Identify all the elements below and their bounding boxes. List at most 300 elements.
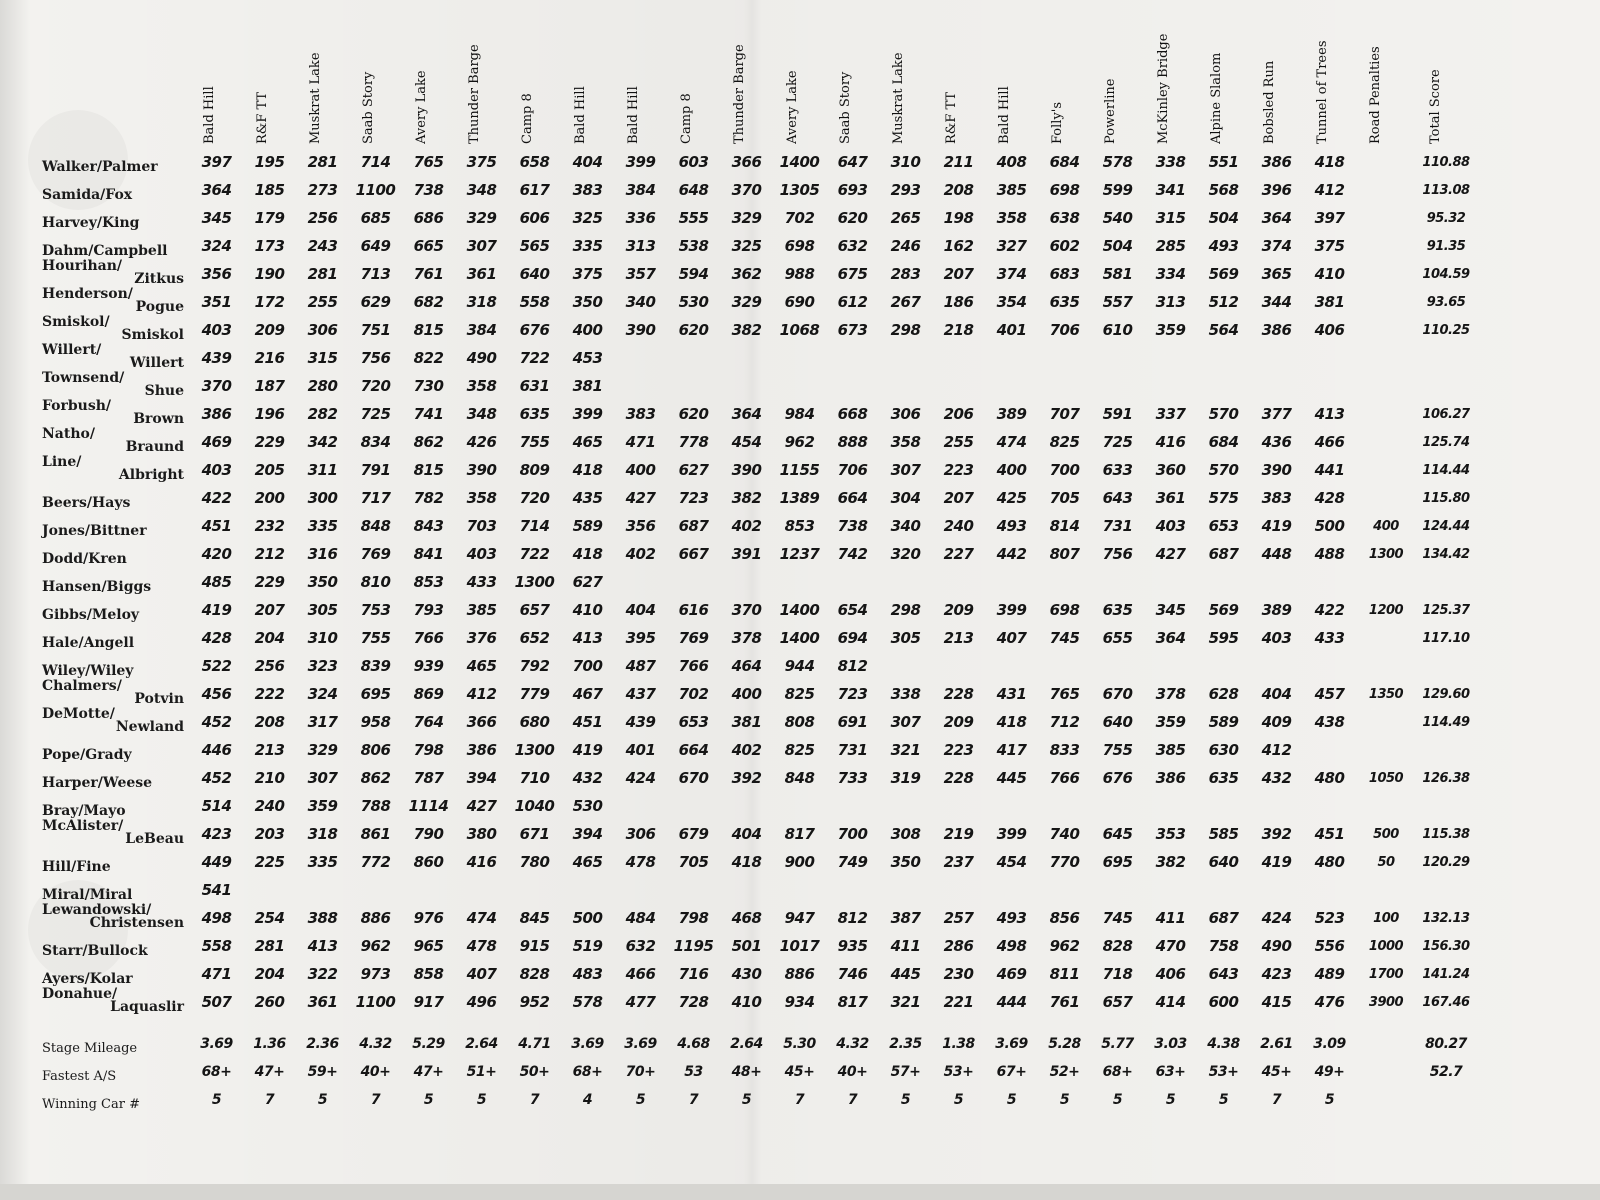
score-cell: 714 [519, 517, 550, 535]
score-cell: 620 [678, 321, 709, 339]
score-cell: 731 [837, 741, 868, 759]
score-cell: 556 [1314, 937, 1345, 955]
score-cell: 710 [519, 769, 550, 787]
score-cell: 2.64 [465, 1036, 498, 1052]
score-cell: 958 [360, 713, 391, 731]
stage-header [1038, 0, 1091, 148]
stage-header-label: Camp 8 [679, 93, 694, 144]
score-cell [1356, 204, 1416, 232]
score-cell: 766 [1049, 769, 1080, 787]
score-cell: 364 [731, 405, 762, 423]
score-cell: 595 [1208, 629, 1239, 647]
score-cell [1356, 1030, 1416, 1058]
score-cell: 4.71 [518, 1036, 551, 1052]
score-cell [1356, 176, 1416, 204]
score-cell: 471 [201, 965, 232, 983]
score-cell: 853 [784, 517, 815, 535]
score-cell [1091, 792, 1144, 820]
score-cell: 825 [784, 685, 815, 703]
score-cell: 437 [625, 685, 656, 703]
score-cell: 722 [519, 545, 550, 563]
score-cell [1144, 876, 1197, 904]
score-cell: 725 [360, 405, 391, 423]
score-cell [1038, 876, 1091, 904]
score-cell: 418 [572, 545, 603, 563]
score-cell: 551 [1208, 153, 1239, 171]
score-cell: 465 [466, 657, 497, 675]
score-cell [1250, 876, 1303, 904]
team-name [42, 540, 190, 568]
team-name-part: Beers/Hays [42, 495, 131, 511]
score-cell: 399 [996, 825, 1027, 843]
score-cell [1144, 792, 1197, 820]
score-cell: 423 [201, 825, 232, 843]
score-cell: 5 [1112, 1092, 1123, 1108]
score-cell: 321 [890, 993, 921, 1011]
score-cell: 132.13 [1422, 910, 1470, 926]
score-cell: 798 [413, 741, 444, 759]
score-cell: 377 [1261, 405, 1292, 423]
score-cell: 5 [741, 1092, 752, 1108]
score-cell [1303, 344, 1356, 372]
score-cell: 381 [731, 713, 762, 731]
score-cell: 216 [254, 349, 285, 367]
score-cell: 594 [678, 265, 709, 283]
score-cell: 208 [254, 713, 285, 731]
score-cell: 409 [1261, 713, 1292, 731]
score-cell: 488 [1314, 545, 1345, 563]
stage-header-label: McKinley Bridge [1156, 33, 1171, 144]
score-cell: 578 [1102, 153, 1133, 171]
score-cell: 335 [572, 237, 603, 255]
score-cell: 780 [519, 853, 550, 871]
table-row [42, 764, 1476, 792]
score-cell: 374 [1261, 237, 1292, 255]
team-name-part: Dahm/Campbell [42, 243, 168, 259]
score-cell: 791 [360, 461, 391, 479]
team-name-part: Christensen [89, 915, 184, 931]
score-cell: 198 [943, 209, 974, 227]
score-cell [1303, 568, 1356, 596]
score-cell: 383 [572, 181, 603, 199]
score-cell: 282 [307, 405, 338, 423]
score-cell: 478 [625, 853, 656, 871]
score-cell: 385 [996, 181, 1027, 199]
score-cell: 365 [1261, 265, 1292, 283]
score-cell: 600 [1208, 993, 1239, 1011]
score-cell [1250, 652, 1303, 680]
team-name-part: Starr/Bullock [42, 943, 148, 959]
score-cell: 426 [466, 433, 497, 451]
score-cell: 698 [784, 237, 815, 255]
score-cell: 358 [466, 489, 497, 507]
score-cell: 415 [1261, 993, 1292, 1011]
score-cell: 5.77 [1101, 1036, 1134, 1052]
table-row [42, 904, 1476, 932]
score-cell: 432 [572, 769, 603, 787]
score-cell: 334 [1155, 265, 1186, 283]
score-cell: 384 [466, 321, 497, 339]
score-cell: 156.30 [1422, 938, 1470, 954]
score-cell: 341 [1155, 181, 1186, 199]
stage-header [826, 0, 879, 148]
score-cell: 382 [731, 489, 762, 507]
score-cell [1091, 568, 1144, 596]
score-cell: 4.38 [1207, 1036, 1240, 1052]
score-cell [826, 568, 879, 596]
score-cell [879, 344, 932, 372]
score-cell: 5 [953, 1092, 964, 1108]
score-cell: 858 [413, 965, 444, 983]
score-cell: 126.38 [1422, 770, 1470, 786]
team-name-part: Forbush/ [42, 398, 112, 414]
score-cell: 230 [943, 965, 974, 983]
score-cell [667, 372, 720, 400]
team-name-part: McAlister/ [42, 818, 124, 834]
score-cell: 206 [943, 405, 974, 423]
score-cell: 627 [678, 461, 709, 479]
score-cell: 649 [360, 237, 391, 255]
score-cell: 1000 [1368, 938, 1404, 954]
score-cell [826, 876, 879, 904]
score-cell: 418 [1314, 153, 1345, 171]
score-cell: 425 [996, 489, 1027, 507]
score-cell [1416, 652, 1476, 680]
score-cell [1038, 568, 1091, 596]
score-cell: 620 [837, 209, 868, 227]
table-row [42, 428, 1476, 456]
table-row [42, 596, 1476, 624]
score-cell: 476 [1314, 993, 1345, 1011]
score-cell: 428 [1314, 489, 1345, 507]
score-cell: 782 [413, 489, 444, 507]
score-cell: 361 [307, 993, 338, 1011]
score-cell: 281 [307, 265, 338, 283]
score-cell: 327 [996, 237, 1027, 255]
score-cell: 358 [996, 209, 1027, 227]
stage-header [1144, 0, 1197, 148]
score-cell: 320 [890, 545, 921, 563]
score-cell [614, 568, 667, 596]
score-cell: 351 [201, 293, 232, 311]
score-cell: 934 [784, 993, 815, 1011]
stage-header [720, 0, 773, 148]
score-cell: 680 [519, 713, 550, 731]
score-cell: 354 [996, 293, 1027, 311]
score-cell: 568 [1208, 181, 1239, 199]
score-cell: 68+ [572, 1064, 603, 1080]
score-cell [773, 344, 826, 372]
score-cell: 962 [784, 433, 815, 451]
score-cell: 344 [1261, 293, 1292, 311]
score-cell: 500 [1373, 826, 1399, 842]
team-name-part: Dodd/Kren [42, 551, 127, 567]
table-row [42, 260, 1476, 288]
score-cell: 483 [572, 965, 603, 983]
score-cell: 419 [201, 601, 232, 619]
score-cell: 403 [1261, 629, 1292, 647]
score-cell: 766 [678, 657, 709, 675]
score-cell [985, 652, 1038, 680]
score-cell: 400 [996, 461, 1027, 479]
score-cell: 5 [1059, 1092, 1070, 1108]
score-cell: 841 [413, 545, 444, 563]
score-cell: 469 [996, 965, 1027, 983]
score-cell: 643 [1102, 489, 1133, 507]
score-cell: 468 [731, 909, 762, 927]
score-cell: 817 [784, 825, 815, 843]
score-cell: 484 [625, 909, 656, 927]
score-cell [1091, 876, 1144, 904]
score-cell: 311 [307, 461, 338, 479]
score-cell [1144, 344, 1197, 372]
score-cell: 478 [466, 937, 497, 955]
score-cell: 725 [1102, 433, 1133, 451]
score-cell: 240 [254, 797, 285, 815]
score-cell: 772 [360, 853, 391, 871]
score-cell [1250, 568, 1303, 596]
score-cell [720, 876, 773, 904]
score-cell: 370 [731, 181, 762, 199]
score-cell: 682 [413, 293, 444, 311]
score-cell: 720 [519, 489, 550, 507]
score-cell: 433 [466, 573, 497, 591]
score-cell: 366 [731, 153, 762, 171]
score-cell: 300 [307, 489, 338, 507]
score-cell [1416, 792, 1476, 820]
score-cell: 730 [413, 377, 444, 395]
score-cell: 203 [254, 825, 285, 843]
table-row [42, 708, 1476, 736]
score-cell: 790 [413, 825, 444, 843]
score-cell [1144, 652, 1197, 680]
score-cell: 408 [996, 153, 1027, 171]
score-cell: 470 [1155, 937, 1186, 955]
footer-row [42, 1030, 1476, 1058]
table-row [42, 652, 1476, 680]
score-cell: 4.32 [836, 1036, 869, 1052]
score-cell: 530 [572, 797, 603, 815]
score-cell: 671 [519, 825, 550, 843]
score-cell: 833 [1049, 741, 1080, 759]
team-name-part: Line/ [42, 454, 82, 470]
score-cell: 670 [1102, 685, 1133, 703]
score-cell: 817 [837, 993, 868, 1011]
score-cell: 638 [1049, 209, 1080, 227]
score-cell: 668 [837, 405, 868, 423]
score-cell: 370 [201, 377, 232, 395]
score-cell: 765 [413, 153, 444, 171]
score-cell: 218 [943, 321, 974, 339]
score-cell: 658 [519, 153, 550, 171]
score-cell: 480 [1314, 769, 1345, 787]
score-cell [1197, 652, 1250, 680]
score-cell: 557 [1102, 293, 1133, 311]
score-cell [561, 876, 614, 904]
team-name-part: Donahue/ [42, 986, 118, 1002]
score-cell: 424 [1261, 909, 1292, 927]
score-cell: 452 [201, 713, 232, 731]
score-cell: 430 [731, 965, 762, 983]
score-cell: 640 [1102, 713, 1133, 731]
score-cell: 350 [890, 853, 921, 871]
team-name-part: Walker/Palmer [42, 159, 158, 175]
score-cell: 755 [519, 433, 550, 451]
score-cell: 195 [254, 153, 285, 171]
score-cell [720, 344, 773, 372]
score-cell: 886 [360, 909, 391, 927]
score-cell: 359 [1155, 321, 1186, 339]
score-cell: 7 [688, 1092, 699, 1108]
score-cell: 655 [1102, 629, 1133, 647]
stage-header [879, 0, 932, 148]
score-cell: 53 [684, 1064, 703, 1080]
score-cell: 448 [1261, 545, 1292, 563]
score-cell: 1237 [779, 545, 820, 563]
score-cell: 7 [264, 1092, 275, 1108]
team-name-part: Lewandowski/ [42, 902, 152, 918]
stage-header-label: Avery Lake [785, 70, 800, 144]
score-cell: 834 [360, 433, 391, 451]
team-name [42, 400, 190, 428]
score-cell [1356, 400, 1416, 428]
score-cell: 208 [943, 181, 974, 199]
score-cell: 115.80 [1422, 490, 1470, 506]
score-cell: 653 [678, 713, 709, 731]
team-name-part: Brown [133, 411, 184, 427]
score-cell: 1100 [355, 993, 396, 1011]
score-cell: 630 [1208, 741, 1239, 759]
score-cell: 423 [1261, 965, 1292, 983]
score-cell: 375 [572, 265, 603, 283]
score-cell: 687 [678, 517, 709, 535]
score-cell: 322 [307, 965, 338, 983]
score-cell: 825 [784, 741, 815, 759]
stage-header-row [42, 0, 1476, 148]
score-cell: 221 [943, 993, 974, 1011]
score-cell: 225 [254, 853, 285, 871]
score-cell: 419 [1261, 853, 1292, 871]
score-cell [879, 568, 932, 596]
score-cell: 335 [307, 853, 338, 871]
score-cell [614, 792, 667, 820]
score-cell: 68+ [1102, 1064, 1133, 1080]
score-cell: 350 [572, 293, 603, 311]
stage-header-label: R&F TT [255, 91, 270, 144]
score-cell: 378 [1155, 685, 1186, 703]
score-cell: 856 [1049, 909, 1080, 927]
score-cell: 1305 [779, 181, 820, 199]
score-cell: 211 [943, 153, 974, 171]
score-cell: 315 [1155, 209, 1186, 227]
stage-header-label: Muskrat Lake [891, 52, 906, 144]
score-cell [932, 344, 985, 372]
score-cell: 381 [1314, 293, 1345, 311]
score-cell [1356, 232, 1416, 260]
score-cell: 93.65 [1426, 294, 1466, 310]
team-name-part: Harvey/King [42, 215, 140, 231]
score-cell: 490 [466, 349, 497, 367]
score-cell: 457 [1314, 685, 1345, 703]
stage-header-label: Alpine Slalom [1209, 52, 1224, 144]
stage-header-label: Bald Hill [202, 86, 217, 144]
score-cell: 917 [413, 993, 444, 1011]
table-row [42, 624, 1476, 652]
score-cell: 125.37 [1422, 602, 1470, 618]
score-cell: 570 [1208, 405, 1239, 423]
table-row [42, 344, 1476, 372]
score-cell: 318 [466, 293, 497, 311]
score-cell: 686 [413, 209, 444, 227]
score-cell: 769 [678, 629, 709, 647]
score-cell: 635 [1102, 601, 1133, 619]
score-cell: 569 [1208, 601, 1239, 619]
score-cell: 705 [678, 853, 709, 871]
score-cell: 706 [837, 461, 868, 479]
score-cell: 952 [519, 993, 550, 1011]
score-cell: 329 [307, 741, 338, 759]
score-cell: 4 [582, 1092, 593, 1108]
score-cell: 390 [466, 461, 497, 479]
score-cell: 690 [784, 293, 815, 311]
score-cell: 52+ [1049, 1064, 1080, 1080]
score-cell: 209 [943, 713, 974, 731]
score-cell: 141.24 [1422, 966, 1470, 982]
score-cell: 947 [784, 909, 815, 927]
team-name [42, 988, 190, 1016]
score-cell: 1040 [514, 797, 555, 815]
score-cell: 705 [1049, 489, 1080, 507]
rally-results-table [42, 0, 1476, 1114]
score-cell: 400 [731, 685, 762, 703]
score-cell: 323 [307, 657, 338, 675]
score-cell: 335 [307, 517, 338, 535]
score-cell: 814 [1049, 517, 1080, 535]
score-cell: 427 [1155, 545, 1186, 563]
footer-label: Fastest A/S [42, 1069, 117, 1084]
score-cell: 519 [572, 937, 603, 955]
score-cell: 424 [625, 769, 656, 787]
score-cell: 403 [201, 321, 232, 339]
score-cell: 1050 [1368, 770, 1404, 786]
team-name [42, 568, 190, 596]
score-cell: 388 [307, 909, 338, 927]
score-cell: 1017 [779, 937, 820, 955]
score-cell: 657 [1102, 993, 1133, 1011]
score-cell: 285 [1155, 237, 1186, 255]
score-cell: 755 [360, 629, 391, 647]
score-cell: 254 [254, 909, 285, 927]
score-cell: 114.44 [1422, 462, 1470, 478]
score-cell: 465 [572, 853, 603, 871]
score-cell: 207 [943, 489, 974, 507]
score-cell: 676 [519, 321, 550, 339]
table-row [42, 932, 1476, 960]
score-cell: 412 [466, 685, 497, 703]
score-cell: 5 [211, 1092, 222, 1108]
stage-header [1356, 0, 1416, 148]
score-cell: 298 [890, 321, 921, 339]
score-cell: 416 [466, 853, 497, 871]
team-name-part: Hill/Fine [42, 859, 111, 875]
score-cell [1250, 344, 1303, 372]
score-cell: 419 [1261, 517, 1292, 535]
score-cell: 403 [1155, 517, 1186, 535]
score-cell: 564 [1208, 321, 1239, 339]
team-name-part: Harper/Weese [42, 775, 153, 791]
score-cell: 68+ [201, 1064, 232, 1080]
score-cell: 769 [360, 545, 391, 563]
